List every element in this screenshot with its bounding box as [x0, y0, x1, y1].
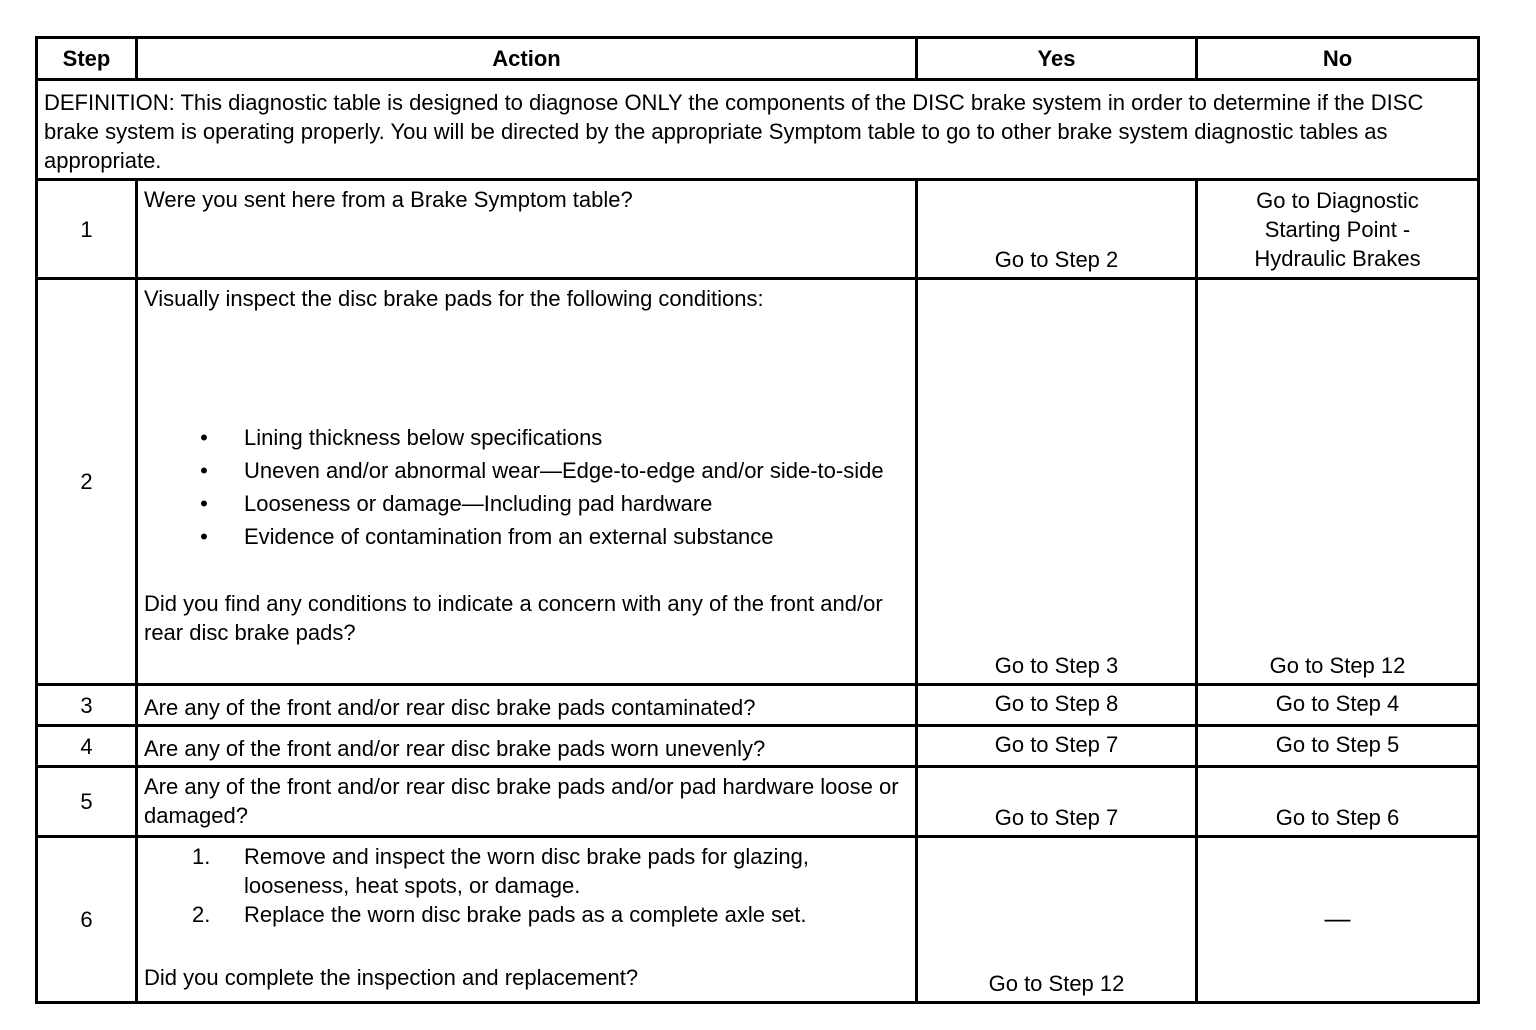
list-item [144, 456, 909, 485]
table-row [37, 685, 1479, 726]
list-item [144, 842, 909, 900]
no-result: Go to Step 5 [1197, 726, 1479, 767]
definition-text: DEFINITION: This diagnostic table is designed to diagnose ONLY the components of the DISC brake system in order to determine if the DISC brake system is operating properly. You will be directed by the appropriate Symptom table to go to other brake system diagnostic tables as appropriate. [37, 80, 1479, 180]
no-result: Go to Step 12 [1197, 279, 1479, 685]
list-item-text: Remove and inspect the worn disc brake pads for glazing, looseness, heat spots, or damage. [244, 844, 809, 898]
list-item-number: 2. [192, 902, 211, 927]
step-number: 6 [37, 837, 137, 1003]
yes-result: Go to Step 2 [917, 180, 1197, 279]
yes-result: Go to Step 7 [917, 767, 1197, 837]
yes-result: Go to Step 8 [917, 685, 1197, 726]
no-result [1197, 180, 1479, 279]
table-row [37, 837, 1479, 1003]
list-item [144, 489, 909, 518]
action-cell [137, 837, 917, 1003]
bullet-icon: • [200, 458, 208, 483]
header-action: Action [137, 38, 917, 80]
table-row [37, 180, 1479, 279]
no-result: Go to Step 4 [1197, 685, 1479, 726]
step-number: 4 [37, 726, 137, 767]
list-item [144, 900, 909, 929]
list-item-number: 1. [192, 844, 211, 869]
header-step: Step [37, 38, 137, 80]
action-text: Are any of the front and/or rear disc brake pads contaminated? [137, 685, 917, 726]
list-item [144, 522, 909, 551]
action-question: Did you complete the inspection and replacement? [144, 965, 639, 990]
list-item-text: Uneven and/or abnormal wear—Edge-to-edge and/or side-to-side [244, 458, 884, 483]
list-item-text: Looseness or damage—Including pad hardware [244, 491, 713, 516]
no-result: Go to Step 6 [1197, 767, 1479, 837]
bullet-icon: • [200, 491, 208, 516]
bullet-icon: • [200, 425, 208, 450]
action-text: Are any of the front and/or rear disc brake pads worn unevenly? [137, 726, 917, 767]
bullet-icon: • [200, 524, 208, 549]
no-result-text: Go to Diagnostic Starting Point - Hydraulic Brakes [1254, 188, 1421, 271]
header-row [37, 38, 1479, 80]
table-row [37, 279, 1479, 685]
action-text: Are any of the front and/or rear disc brake pads and/or pad hardware loose or damaged? [137, 767, 917, 837]
step-number: 3 [37, 685, 137, 726]
yes-result: Go to Step 7 [917, 726, 1197, 767]
header-yes: Yes [917, 38, 1197, 80]
diagnostic-table [35, 36, 1480, 1004]
no-result: — [1197, 837, 1479, 1003]
action-cell [137, 279, 917, 685]
step-number: 5 [37, 767, 137, 837]
action-text: Were you sent here from a Brake Symptom table? [137, 180, 917, 279]
action-intro: Visually inspect the disc brake pads for the following conditions: [144, 286, 764, 311]
step-number: 2 [37, 279, 137, 685]
table-row [37, 767, 1479, 837]
list-item-text: Replace the worn disc brake pads as a complete axle set. [244, 902, 807, 927]
procedure-list [144, 842, 909, 929]
yes-result: Go to Step 3 [917, 279, 1197, 685]
condition-list [144, 423, 909, 551]
header-no: No [1197, 38, 1479, 80]
table-row [37, 726, 1479, 767]
list-item-text: Lining thickness below specifications [244, 425, 603, 450]
yes-result: Go to Step 12 [917, 837, 1197, 1003]
action-question: Did you find any conditions to indicate a concern with any of the front and/or rear disc brake pads? [144, 591, 883, 645]
definition-row [37, 80, 1479, 180]
list-item-text: Evidence of contamination from an external substance [244, 524, 774, 549]
list-item [144, 423, 909, 452]
step-number: 1 [37, 180, 137, 279]
